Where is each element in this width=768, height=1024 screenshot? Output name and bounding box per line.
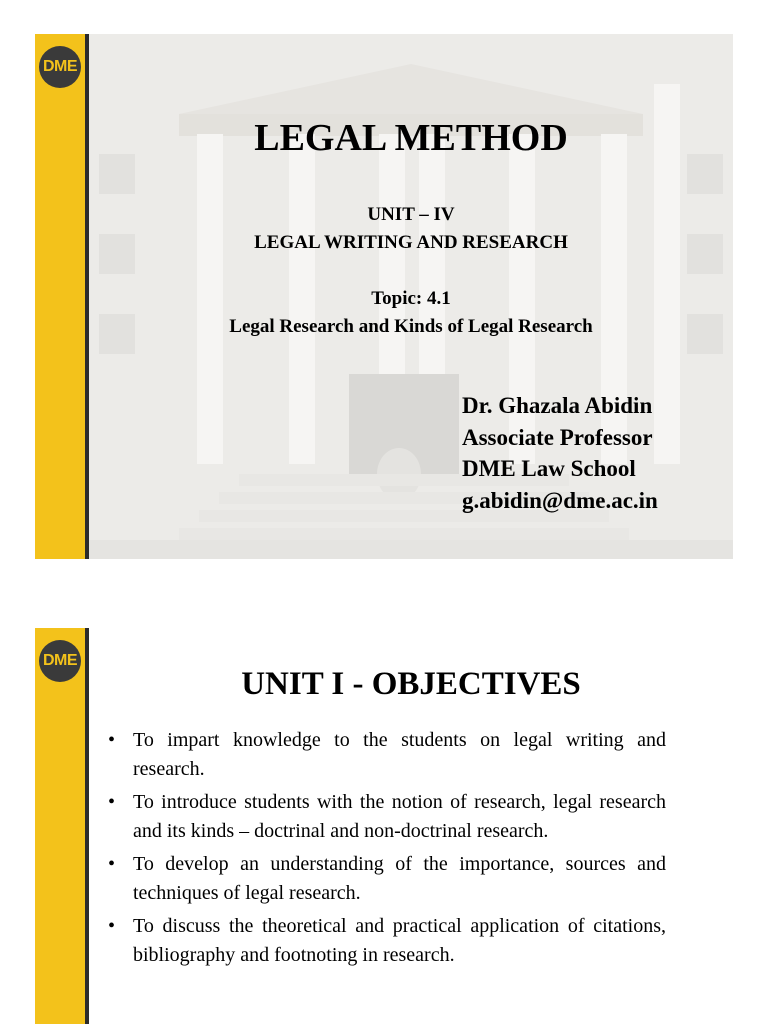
- bullet-icon: •: [108, 853, 116, 875]
- dme-logo: DME: [39, 46, 81, 88]
- list-item: • To discuss the theoretical and practical application of citations, bibliography and footnoting in research.: [133, 912, 666, 970]
- author-institution: DME Law School: [462, 456, 636, 481]
- topic-number: Topic: 4.1: [371, 288, 451, 309]
- bullet-icon: •: [108, 791, 116, 813]
- yellow-sidebar: [35, 628, 85, 1024]
- slide-title: UNIT I - OBJECTIVES: [241, 666, 581, 702]
- list-item: • To introduce students with the notion of research, legal research and its kinds – doctrinal and non-doctrinal research.: [133, 788, 666, 846]
- unit-name: LEGAL WRITING AND RESEARCH: [254, 232, 568, 253]
- list-item: • To develop an understanding of the importance, sources and techniques of legal research.: [133, 850, 666, 908]
- author-email[interactable]: g.abidin@dme.ac.in: [462, 487, 658, 513]
- slide-title: LEGAL METHOD: [254, 117, 568, 159]
- bullet-icon: •: [108, 915, 116, 937]
- author-block: [462, 390, 658, 516]
- author-name: Dr. Ghazala Abidin: [462, 393, 653, 418]
- objectives-slide: [35, 628, 733, 1024]
- bullet-icon: •: [108, 729, 116, 751]
- objectives-list: [108, 726, 666, 974]
- author-position: Associate Professor: [462, 424, 653, 450]
- title-slide: [35, 34, 733, 559]
- yellow-sidebar: [35, 34, 85, 559]
- dme-logo: DME: [39, 640, 81, 682]
- unit-number: UNIT – IV: [367, 204, 455, 225]
- list-item: • To impart knowledge to the students on legal writing and research.: [133, 726, 666, 784]
- topic-name: Legal Research and Kinds of Legal Research: [229, 316, 593, 337]
